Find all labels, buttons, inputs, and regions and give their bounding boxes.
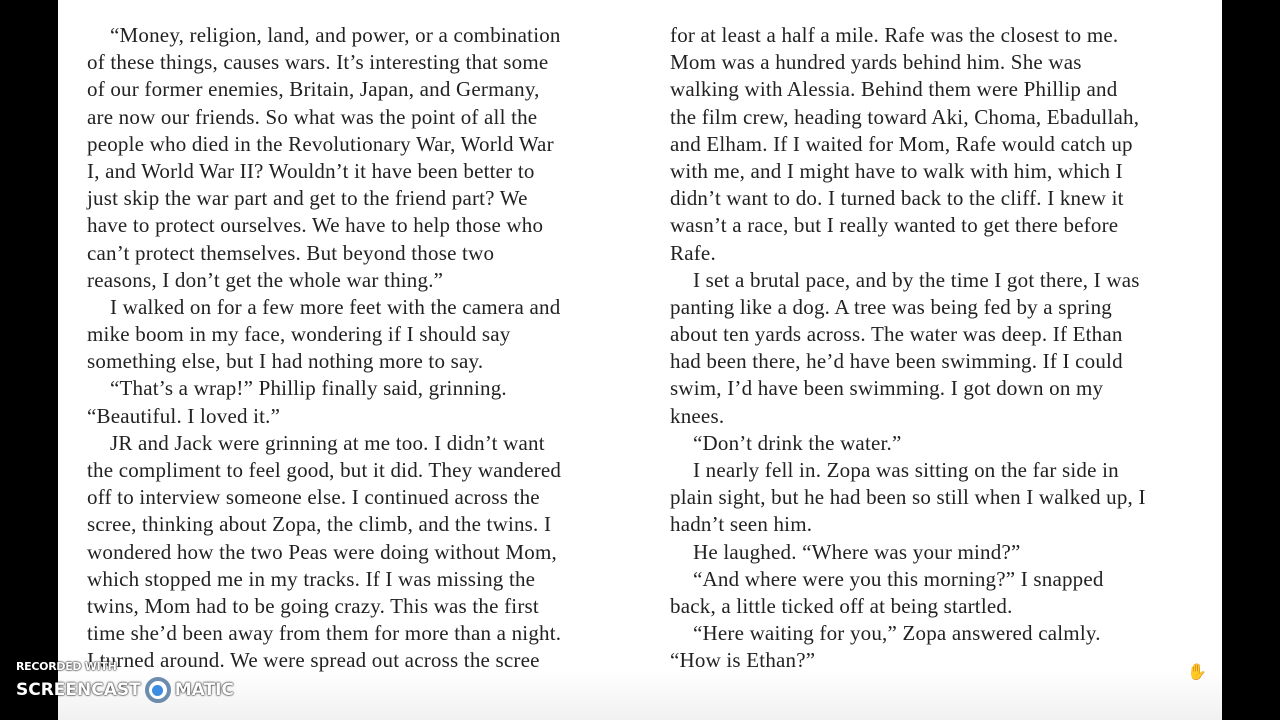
text-line: wondered how the two Peas were doing without Mom, [87,539,557,564]
document-page [58,0,1222,720]
text-line: of our former enemies, Britain, Japan, and Germany, [87,77,540,102]
screencast-watermark [16,660,234,703]
text-line: scree, thinking about Zopa, the climb, and the twins. I [87,512,552,537]
text-line: I turned around. We were spread out across the scree [87,648,540,673]
text-line: the film crew, heading toward Aki, Choma, Ebadullah, [670,104,1140,129]
text-line: for at least a half a mile. Rafe was the closest to me. [670,23,1119,47]
text-line: the compliment to feel good, but it did. They wandered [87,458,562,482]
text-line: time she’d been away from them for more than a night. [87,621,562,646]
text-line: back, a little ticked off at being startled. [670,593,1013,618]
text-line: hadn’t seen him. [670,512,813,537]
text-line: JR and Jack were grinning at me too. I didn’t want [110,430,545,455]
text-line: about ten yards across. The water was deep. If Ethan [670,322,1123,347]
text-line: had been there, he’d have been swimming. If I could [670,349,1123,374]
text-line: didn’t want to do. I turned back to the cliff. I knew it [670,186,1124,211]
text-line: I walked on for a few more feet with the camera and [110,294,561,319]
text-line: “Don’t drink the water.” [693,430,902,455]
text-line: with me, and I might have to walk with him, which I [670,158,1123,183]
text-line: Mom was a hundred yards behind him. She was [670,50,1082,75]
text-line: “And where were you this morning?” I snapped [693,566,1104,591]
text-line: “How is Ethan?” [670,648,816,673]
text-line: have to protect ourselves. We have to help those who [87,213,544,238]
right-text-column [670,22,1146,675]
text-line: swim, I’d have been swimming. I got down on my [670,376,1104,401]
text-line: reasons, I don’t get the whole war thing.” [87,267,444,292]
text-line: I nearly fell in. Zopa was sitting on the far side in [693,458,1119,482]
text-line: off to interview someone else. I continued across the [87,485,540,510]
text-line: walking with Alessia. Behind them were Phillip and [670,77,1118,102]
text-line: “That’s a wrap!” Phillip finally said, grinning. [110,376,507,401]
text-line: wasn’t a race, but I really wanted to get there before [670,213,1119,238]
text-line: twins, Mom had to be going crazy. This was the first [87,593,539,618]
hand-grab-icon: ✋ [1187,664,1207,681]
text-line: “Money, religion, land, and power, or a combination [110,23,561,47]
watermark-matic: MATIC [174,680,234,700]
text-line: can’t protect themselves. But beyond those two [87,240,495,265]
text-line: knees. [670,403,725,428]
text-line: I set a brutal pace, and by the time I got there, I was [693,267,1140,292]
text-line: something else, but I had nothing more to say. [87,349,484,374]
text-line: which stopped me in my tracks. If I was missing the [87,566,536,591]
text-line: plain sight, but he had been so still when I walked up, I [670,485,1146,510]
screencast-logo-icon [145,677,171,703]
watermark-recorded-with: RECORDED WITH [16,660,117,673]
text-line: people who died in the Revolutionary War, World War [87,131,554,156]
text-line: panting like a dog. A tree was being fed by a spring [670,294,1112,319]
text-line: “Here waiting for you,” Zopa answered calmly. [693,621,1101,646]
text-line: are now our friends. So what was the point of all the [87,104,538,129]
text-line: Rafe. [670,240,716,265]
text-line: just skip the war part and get to the friend part? We [87,186,528,211]
text-line: He laughed. “Where was your mind?” [693,539,1021,564]
text-line: of these things, causes wars. It’s interesting that some [87,50,549,75]
text-line: and Elham. If I waited for Mom, Rafe would catch up [670,131,1133,156]
text-line: “Beautiful. I loved it.” [87,403,281,428]
text-line: mike boom in my face, wondering if I should say [87,322,511,347]
left-text-column [87,22,561,675]
text-line: I, and World War II? Wouldn’t it have been better to [87,158,535,183]
watermark-screencast: SCREENCAST [16,680,141,700]
